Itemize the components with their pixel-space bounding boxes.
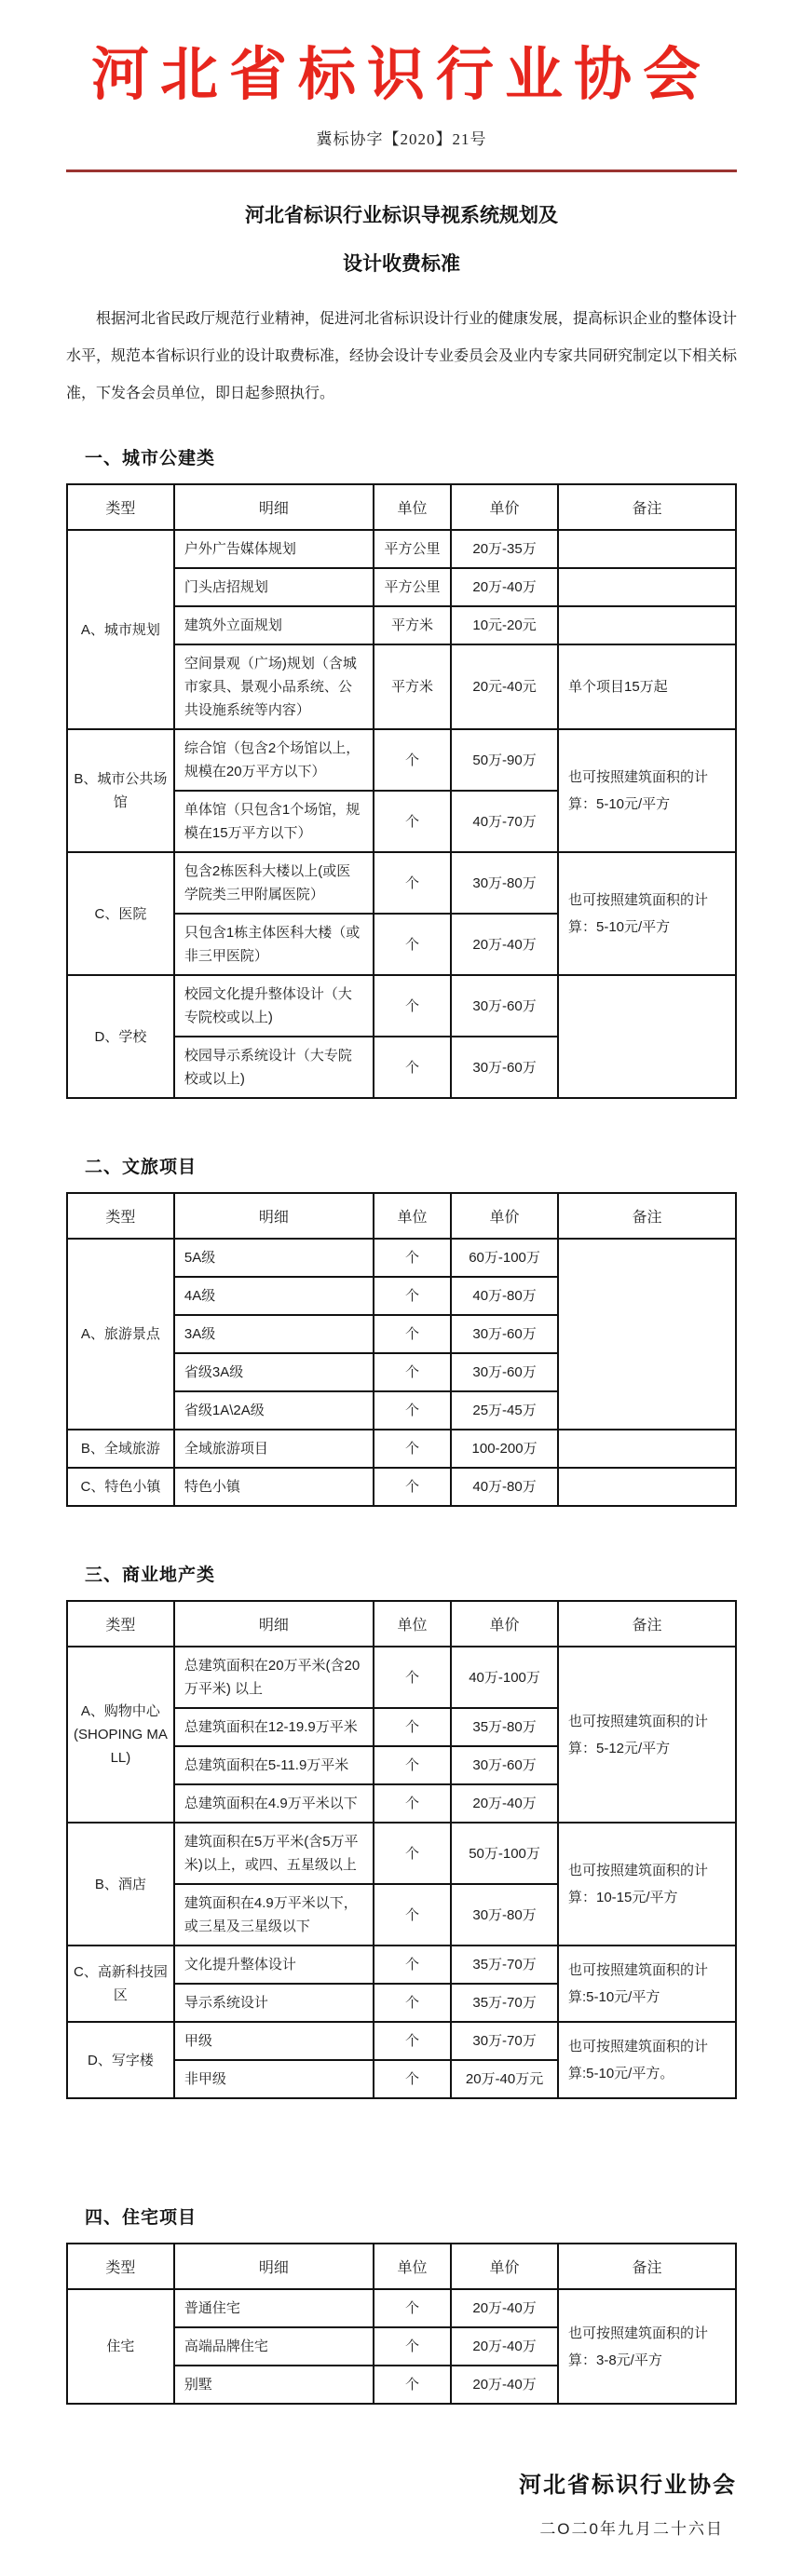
column-header: 备注 xyxy=(558,1601,736,1647)
detail-cell: 校园导示系统设计（大专院校或以上) xyxy=(174,1037,374,1098)
fee-table-culture-tourism xyxy=(66,1192,737,1507)
detail-cell: 总建筑面积在20万平米(含20万平米) 以上 xyxy=(174,1647,374,1708)
unit-cell: 个 xyxy=(374,1315,451,1353)
detail-cell: 总建筑面积在4.9万平米以下 xyxy=(174,1784,374,1823)
footer-association-name: 河北省标识行业协会 xyxy=(519,2473,737,2498)
unit-cell: 个 xyxy=(374,2327,451,2366)
remark-cell: 单个项目15万起 xyxy=(558,644,736,729)
price-cell: 30万-70万 xyxy=(451,2022,558,2060)
section-heading-2: 二、文旅项目 xyxy=(85,1158,197,1177)
detail-cell: 包含2栋医科大楼以上(或医学院类三甲附属医院） xyxy=(174,852,374,914)
unit-cell: 个 xyxy=(374,1647,451,1708)
detail-cell: 建筑外立面规划 xyxy=(174,606,374,644)
type-cell: C、医院 xyxy=(67,852,174,975)
type-cell: B、城市公共场馆 xyxy=(67,729,174,852)
detail-cell: 文化提升整体设计 xyxy=(174,1946,374,1984)
table-row xyxy=(67,729,736,791)
column-header: 类型 xyxy=(67,1193,174,1239)
detail-cell: 门头店招规划 xyxy=(174,568,374,606)
detail-cell: 3A级 xyxy=(174,1315,374,1353)
column-header: 单价 xyxy=(451,1601,558,1647)
column-header: 单位 xyxy=(374,2244,451,2289)
detail-cell: 空间景观（广场)规划（含城市家具、景观小品系统、公共设施系统等内容） xyxy=(174,644,374,729)
unit-cell: 个 xyxy=(374,2060,451,2098)
price-cell: 20万-35万 xyxy=(451,530,558,568)
unit-cell: 个 xyxy=(374,1746,451,1784)
table-header-row xyxy=(67,1193,736,1239)
price-cell: 50万-100万 xyxy=(451,1823,558,1884)
detail-cell: 综合馆（包含2个场馆以上，规模在20万平方以下） xyxy=(174,729,374,791)
price-cell: 20万-40万元 xyxy=(451,2060,558,2098)
unit-cell: 个 xyxy=(374,914,451,975)
unit-cell: 平方公里 xyxy=(374,568,451,606)
fee-table-urban-public xyxy=(66,483,737,1099)
column-header: 明细 xyxy=(174,484,374,530)
price-cell: 40万-70万 xyxy=(451,791,558,852)
unit-cell: 个 xyxy=(374,1468,451,1506)
type-cell: D、学校 xyxy=(67,975,174,1098)
unit-cell: 个 xyxy=(374,852,451,914)
remark-cell: 也可按照建筑面积的计算：10-15元/平方 xyxy=(558,1823,736,1946)
unit-cell: 个 xyxy=(374,2022,451,2060)
column-header: 备注 xyxy=(558,484,736,530)
table-header-row xyxy=(67,1601,736,1647)
price-cell: 20万-40万 xyxy=(451,914,558,975)
table-header-row xyxy=(67,484,736,530)
price-cell: 30万-80万 xyxy=(451,1884,558,1946)
table-row xyxy=(67,1239,736,1277)
unit-cell: 个 xyxy=(374,1984,451,2022)
table-row xyxy=(67,1823,736,1884)
price-cell: 60万-100万 xyxy=(451,1239,558,1277)
document-title-line2: 设计收费标准 xyxy=(343,253,460,275)
unit-cell: 平方公里 xyxy=(374,530,451,568)
column-header: 类型 xyxy=(67,1601,174,1647)
unit-cell: 个 xyxy=(374,1277,451,1315)
detail-cell: 别墅 xyxy=(174,2366,374,2404)
table-row xyxy=(67,1430,736,1468)
detail-cell: 4A级 xyxy=(174,1277,374,1315)
remark-cell xyxy=(558,568,736,606)
table-row xyxy=(67,975,736,1037)
detail-cell: 校园文化提升整体设计（大专院校或以上) xyxy=(174,975,374,1037)
intro-paragraph: 根据河北省民政厅规范行业精神，促进河北省标识设计行业的健康发展，提高标识企业的整体设计水平，规范本省标识行业的设计取费标准，经协会设计专业委员会及业内专家共同研究制定以下相关标准，下发各会员单位，即日起参照执行。 xyxy=(66,311,738,401)
remark-cell xyxy=(558,975,736,1098)
unit-cell: 个 xyxy=(374,975,451,1037)
unit-cell: 个 xyxy=(374,1823,451,1884)
detail-cell: 建筑面积在4.9万平米以下，或三星及三星级以下 xyxy=(174,1884,374,1946)
detail-cell: 省级1A\2A级 xyxy=(174,1391,374,1430)
table-row xyxy=(67,2022,736,2060)
column-header: 类型 xyxy=(67,484,174,530)
table-header-row xyxy=(67,2244,736,2289)
detail-cell: 单体馆（只包含1个场馆，规模在15万平方以下） xyxy=(174,791,374,852)
price-cell: 30万-60万 xyxy=(451,975,558,1037)
column-header: 单位 xyxy=(374,484,451,530)
unit-cell: 个 xyxy=(374,1239,451,1277)
detail-cell: 总建筑面积在12-19.9万平米 xyxy=(174,1708,374,1746)
price-cell: 30万-60万 xyxy=(451,1315,558,1353)
remark-cell: 也可按照建筑面积的计算：3-8元/平方 xyxy=(558,2289,736,2404)
detail-cell: 建筑面积在5万平米(含5万平米)以上，或四、五星级以上 xyxy=(174,1823,374,1884)
price-cell: 20万-40万 xyxy=(451,2289,558,2327)
remark-cell: 也可按照建筑面积的计算:5-10元/平方 xyxy=(558,1946,736,2022)
column-header: 单价 xyxy=(451,484,558,530)
detail-cell: 5A级 xyxy=(174,1239,374,1277)
unit-cell: 个 xyxy=(374,2366,451,2404)
fee-table-commercial-estate xyxy=(66,1600,737,2099)
unit-cell: 个 xyxy=(374,791,451,852)
column-header: 单位 xyxy=(374,1601,451,1647)
column-header: 备注 xyxy=(558,2244,736,2289)
price-cell: 20万-40万 xyxy=(451,2366,558,2404)
unit-cell: 个 xyxy=(374,1884,451,1946)
detail-cell: 只包含1栋主体医科大楼（或非三甲医院） xyxy=(174,914,374,975)
column-header: 明细 xyxy=(174,1193,374,1239)
column-header: 备注 xyxy=(558,1193,736,1239)
price-cell: 35万-70万 xyxy=(451,1984,558,2022)
detail-cell: 普通住宅 xyxy=(174,2289,374,2327)
remark-cell xyxy=(558,1468,736,1506)
section-heading-4: 四、住宅项目 xyxy=(85,2208,197,2228)
detail-cell: 非甲级 xyxy=(174,2060,374,2098)
price-cell: 20万-40万 xyxy=(451,2327,558,2366)
price-cell: 20万-40万 xyxy=(451,1784,558,1823)
price-cell: 30万-60万 xyxy=(451,1746,558,1784)
detail-cell: 特色小镇 xyxy=(174,1468,374,1506)
price-cell: 30万-80万 xyxy=(451,852,558,914)
type-cell: B、全域旅游 xyxy=(67,1430,174,1468)
column-header: 明细 xyxy=(174,1601,374,1647)
section-heading-3: 三、商业地产类 xyxy=(85,1566,216,1585)
type-cell: A、城市规划 xyxy=(67,530,174,729)
type-cell: B、酒店 xyxy=(67,1823,174,1946)
table-row xyxy=(67,530,736,568)
unit-cell: 个 xyxy=(374,1353,451,1391)
detail-cell: 总建筑面积在5-11.9万平米 xyxy=(174,1746,374,1784)
unit-cell: 个 xyxy=(374,729,451,791)
unit-cell: 平方米 xyxy=(374,644,451,729)
price-cell: 40万-80万 xyxy=(451,1277,558,1315)
price-cell: 100-200万 xyxy=(451,1430,558,1468)
unit-cell: 个 xyxy=(374,2289,451,2327)
detail-cell: 导示系统设计 xyxy=(174,1984,374,2022)
remark-cell: 也可按照建筑面积的计算:5-10元/平方。 xyxy=(558,2022,736,2098)
price-cell: 40万-80万 xyxy=(451,1468,558,1506)
price-cell: 35万-70万 xyxy=(451,1946,558,1984)
unit-cell: 个 xyxy=(374,1946,451,1984)
price-cell: 20万-40万 xyxy=(451,568,558,606)
unit-cell: 个 xyxy=(374,1784,451,1823)
detail-cell: 甲级 xyxy=(174,2022,374,2060)
type-cell: 住宅 xyxy=(67,2289,174,2404)
detail-cell: 高端品牌住宅 xyxy=(174,2327,374,2366)
price-cell: 30万-60万 xyxy=(451,1037,558,1098)
detail-cell: 省级3A级 xyxy=(174,1353,374,1391)
remark-cell xyxy=(558,1430,736,1468)
unit-cell: 个 xyxy=(374,1708,451,1746)
price-cell: 25万-45万 xyxy=(451,1391,558,1430)
column-header: 单位 xyxy=(374,1193,451,1239)
type-cell: A、购物中心 (SHOPING MALL) xyxy=(67,1647,174,1823)
fee-table-residential xyxy=(66,2243,737,2405)
column-header: 单价 xyxy=(451,1193,558,1239)
price-cell: 50万-90万 xyxy=(451,729,558,791)
unit-cell: 个 xyxy=(374,1430,451,1468)
remark-cell: 也可按照建筑面积的计算：5-10元/平方 xyxy=(558,729,736,852)
document-number: 冀标协字【2020】21号 xyxy=(316,130,487,148)
column-header: 类型 xyxy=(67,2244,174,2289)
unit-cell: 平方米 xyxy=(374,606,451,644)
type-cell: A、旅游景点 xyxy=(67,1239,174,1430)
type-cell: C、特色小镇 xyxy=(67,1468,174,1506)
column-header: 单价 xyxy=(451,2244,558,2289)
column-header: 明细 xyxy=(174,2244,374,2289)
price-cell: 10元-20元 xyxy=(451,606,558,644)
type-cell: C、高新科技园区 xyxy=(67,1946,174,2022)
price-cell: 35万-80万 xyxy=(451,1708,558,1746)
remark-cell: 也可按照建筑面积的计算：5-10元/平方 xyxy=(558,852,736,975)
price-cell: 20元-40元 xyxy=(451,644,558,729)
price-cell: 40万-100万 xyxy=(451,1647,558,1708)
section-heading-1: 一、城市公建类 xyxy=(85,449,216,468)
table-row xyxy=(67,1946,736,1984)
red-divider-line xyxy=(66,169,737,172)
remark-cell xyxy=(558,1239,736,1430)
detail-cell: 户外广告媒体规划 xyxy=(174,530,374,568)
document-title-line1: 河北省标识行业标识导视系统规划及 xyxy=(245,205,558,226)
table-row xyxy=(67,1468,736,1506)
table-row xyxy=(67,1647,736,1708)
remark-cell: 也可按照建筑面积的计算：5-12元/平方 xyxy=(558,1647,736,1823)
unit-cell: 个 xyxy=(374,1391,451,1430)
remark-cell xyxy=(558,606,736,644)
type-cell: D、写字楼 xyxy=(67,2022,174,2098)
table-row xyxy=(67,852,736,914)
association-title: 河北省标识行业协会 xyxy=(90,43,712,107)
remark-cell xyxy=(558,530,736,568)
detail-cell: 全域旅游项目 xyxy=(174,1430,374,1468)
footer-date: 二O二0年九月二十六日 xyxy=(539,2520,724,2538)
unit-cell: 个 xyxy=(374,1037,451,1098)
document-page xyxy=(0,28,803,2576)
price-cell: 30万-60万 xyxy=(451,1353,558,1391)
table-row xyxy=(67,2289,736,2327)
